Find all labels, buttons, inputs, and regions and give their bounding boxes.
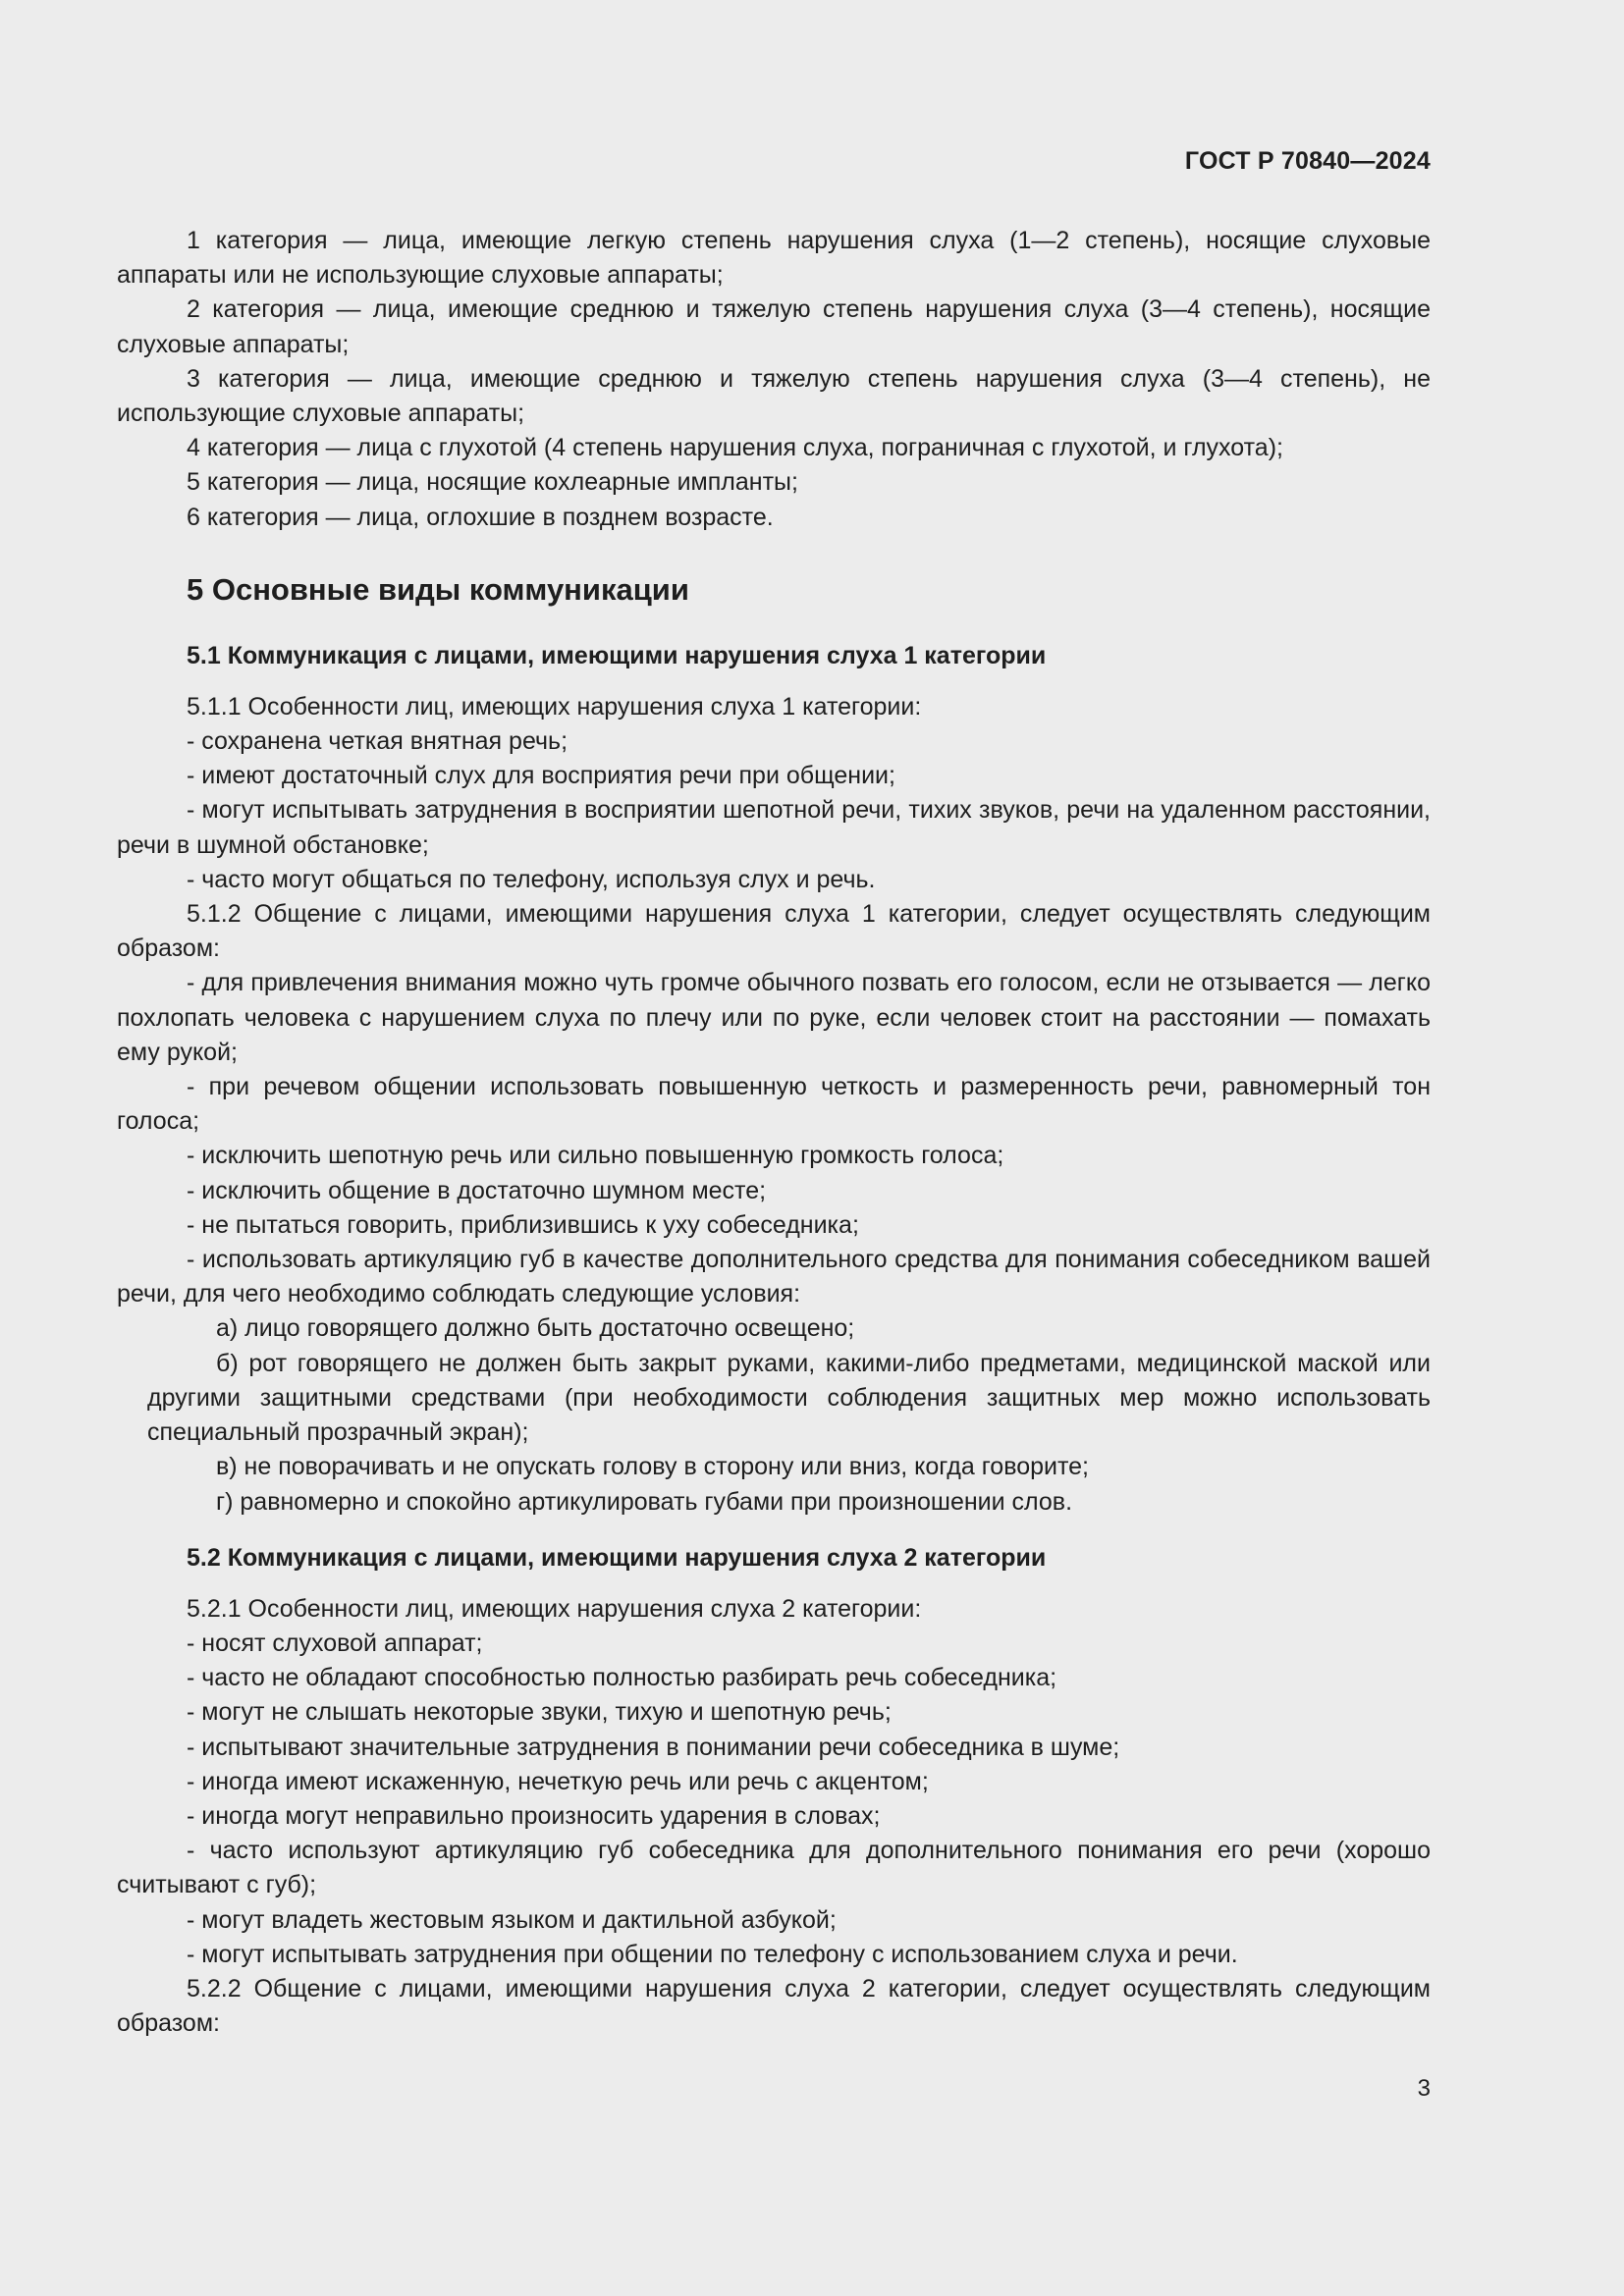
list-item: - при речевом общении использовать повышенную четкость и размеренность речи, равномерный тон голоса; <box>117 1073 1431 1136</box>
intro-item: 4 категория — лица с глухотой (4 степень нарушения слуха, пограничная с глухотой, и глухота); <box>187 434 1283 462</box>
sublist-item: а) лицо говорящего должно быть достаточно освещено; <box>216 1314 855 1343</box>
sublist-item: в) не поворачивать и не опускать голову в сторону или вниз, когда говорите; <box>216 1453 1089 1481</box>
list-item: - имеют достаточный слух для восприятия речи при общении; <box>187 762 895 790</box>
list-item: - могут не слышать некоторые звуки, тихую и шепотную речь; <box>187 1698 892 1727</box>
intro-item: 1 категория — лица, имеющие легкую степень нарушения слуха (1—2 степень), носящие слуховые аппараты или не использующие слуховые аппараты; <box>117 227 1431 290</box>
list-item: - часто могут общаться по телефону, используя слух и речь. <box>187 865 876 893</box>
section-heading: 5 Основные виды коммуникации <box>187 571 689 607</box>
list-item: - носят слуховой аппарат; <box>187 1629 483 1657</box>
list-item: - для привлечения внимания можно чуть громче обычного позвать его голосом, если не отзывается — легко похлопать человека с нарушением слуха по плечу или по руке, если человек стоит на расстоянии — помахать ему рукой; <box>117 969 1431 1066</box>
sublist-item: г) равномерно и спокойно артикулировать губами при произношении слов. <box>216 1487 1073 1516</box>
clause-paragraph: 5.2.1 Особенности лиц, имеющих нарушения слуха 2 категории: <box>187 1594 922 1623</box>
document-code-header: ГОСТ Р 70840—2024 <box>1184 147 1431 175</box>
clause-paragraph: 5.1.1 Особенности лиц, имеющих нарушения слуха 1 категории: <box>187 692 922 721</box>
spacer <box>117 1520 1431 1527</box>
subsection-heading: 5.2 Коммуникация с лицами, имеющими нарушения слуха 2 категории <box>187 1543 1047 1572</box>
intro-item: 2 категория — лица, имеющие среднюю и тяжелую степень нарушения слуха (3—4 степень), носящие слуховые аппараты; <box>117 295 1431 358</box>
subsection-heading: 5.1 Коммуникация с лицами, имеющими нарушения слуха 1 категории <box>187 641 1047 669</box>
list-item: - могут испытывать затруднения в восприятии шепотной речи, тихих звуков, речи на удаленном расстоянии, речи в шумной обстановке; <box>117 796 1431 859</box>
intro-item: 5 категория — лица, носящие кохлеарные импланты; <box>187 468 798 497</box>
list-item: - могут испытывать затруднения при общении по телефону с использованием слуха и речи. <box>187 1940 1238 1968</box>
intro-item: 3 категория — лица, имеющие среднюю и тяжелую степень нарушения слуха (3—4 степень), не использующие слуховые аппараты; <box>117 364 1431 428</box>
clause-paragraph: 5.1.2 Общение с лицами, имеющими нарушения слуха 1 категории, следует осуществлять следующим образом: <box>117 900 1431 963</box>
list-item: - исключить общение в достаточно шумном месте; <box>187 1176 767 1204</box>
sublist-item: б) рот говорящего не должен быть закрыт руками, какими-либо предметами, медицинской маской или другими защитными средствами (при необходимости соблюдения защитных мер можно использовать специальный прозрачный экран); <box>147 1349 1431 1447</box>
list-item: - иногда могут неправильно произносить ударения в словах; <box>187 1801 881 1830</box>
list-item: - часто не обладают способностью полностью разбирать речь собеседника; <box>187 1664 1057 1692</box>
list-item: - часто используют артикуляцию губ собеседника для дополнительного понимания его речи (хорошо считывают с губ); <box>117 1837 1431 1899</box>
page-number: 3 <box>1417 2075 1431 2102</box>
list-item: - сохранена четкая внятная речь; <box>187 727 568 756</box>
list-item: - иногда имеют искаженную, нечеткую речь или речь с акцентом; <box>187 1767 929 1795</box>
list-item: - использовать артикуляцию губ в качестве дополнительного средства для понимания собеседником вашей речи, для чего необходимо соблюдать следующие условия: <box>117 1246 1431 1308</box>
document-body <box>117 224 1431 2041</box>
intro-item: 6 категория — лица, оглохшие в позднем возрасте. <box>187 503 774 531</box>
list-item: - могут владеть жестовым языком и дактильной азбукой; <box>187 1905 837 1934</box>
list-item: - не пытаться говорить, приблизившись к уху собеседника; <box>187 1210 859 1239</box>
clause-paragraph: 5.2.2 Общение с лицами, имеющими нарушения слуха 2 категории, следует осуществлять следующим образом: <box>117 1974 1431 2038</box>
list-item: - исключить шепотную речь или сильно повышенную громкость голоса; <box>187 1142 1004 1170</box>
list-item: - испытывают значительные затруднения в понимании речи собеседника в шуме; <box>187 1733 1120 1761</box>
